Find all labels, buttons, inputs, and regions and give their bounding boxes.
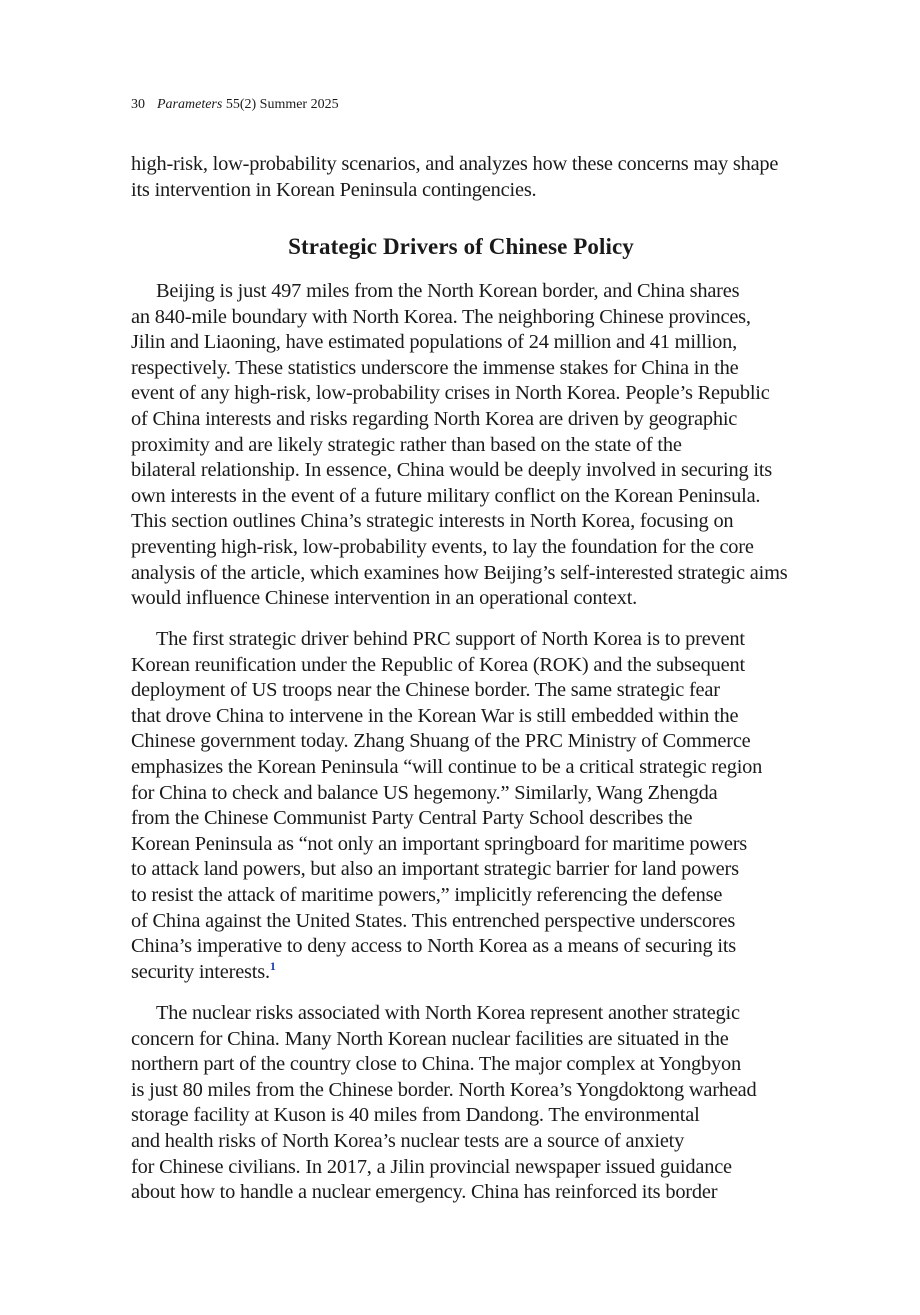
text-line: event of any high-risk, low-probability crises in North Korea. People’s Republic	[131, 382, 770, 405]
text-line: that drove China to intervene in the Korean War is still embedded within the	[131, 704, 739, 727]
text-line-last	[131, 960, 791, 986]
running-head	[131, 96, 339, 114]
text-line: Korean reunification under the Republic of Korea (ROK) and the subsequent	[131, 653, 745, 676]
text-line: storage facility at Kuson is 40 miles from Dandong. The environmental	[131, 1104, 700, 1127]
text-line: of China against the United States. This entrenched perspective underscores	[131, 909, 736, 932]
section-heading: Strategic Drivers of Chinese Policy	[288, 234, 634, 259]
text-line: would influence Chinese intervention in an operational context.	[131, 587, 638, 610]
text-line: high-risk, low-probability scenarios, and analyzes how these concerns may shape	[131, 153, 779, 175]
text-line: to resist the attack of maritime powers,” implicitly referencing the defense	[131, 883, 723, 906]
text-line: about how to handle a nuclear emergency. China has reinforced its border	[131, 1181, 718, 1204]
text-line: and health risks of North Korea’s nuclear tests are a source of anxiety	[131, 1129, 685, 1152]
text-line: for Chinese civilians. In 2017, a Jilin provincial newspaper issued guidance	[131, 1155, 732, 1178]
text-line: emphasizes the Korean Peninsula “will continue to be a critical strategic region	[131, 755, 763, 778]
text-line: Korean Peninsula as “not only an important springboard for maritime powers	[131, 832, 748, 855]
text-line: to attack land powers, but also an important strategic barrier for land powers	[131, 858, 739, 881]
text-line: China’s imperative to deny access to North Korea as a means of securing its	[131, 935, 737, 958]
paragraph-2	[131, 627, 791, 985]
text-line: Chinese government today. Zhang Shuang of the PRC Ministry of Commerce	[131, 730, 751, 753]
text-line: from the Chinese Communist Party Central Party School describes the	[131, 807, 693, 830]
text-line: an 840-mile boundary with North Korea. The neighboring Chinese provinces,	[131, 305, 751, 328]
text-line: deployment of US troops near the Chinese border. The same strategic fear	[131, 679, 720, 702]
text-line: is just 80 miles from the Chinese border. North Korea’s Yongdoktong warhead	[131, 1078, 757, 1101]
text-line: security interests.	[131, 960, 270, 983]
text-line: The nuclear risks associated with North Korea represent another strategic	[156, 1002, 740, 1024]
text-line: concern for China. Many North Korean nuclear facilities are situated in the	[131, 1027, 729, 1050]
text-line: bilateral relationship. In essence, China would be deeply involved in securing its	[131, 459, 773, 482]
text-line: proximity and are likely strategic rather than based on the state of the	[131, 433, 682, 456]
text-line: for China to check and balance US hegemony.” Similarly, Wang Zhengda	[131, 781, 718, 804]
text-line: Jilin and Liaoning, have estimated populations of 24 million and 41 million,	[131, 331, 738, 354]
paragraph-1	[131, 279, 791, 612]
text-line: preventing high-risk, low-probability events, to lay the foundation for the core	[131, 535, 754, 558]
text-line: own interests in the event of a future military conflict on the Korean Peninsula.	[131, 484, 761, 507]
journal-issue: 55(2) Summer 2025	[225, 97, 339, 112]
text-line: northern part of the country close to China. The major complex at Yongbyon	[131, 1053, 742, 1076]
page-number: 30	[131, 97, 145, 112]
text-line: Beijing is just 497 miles from the North Korean border, and China shares	[156, 280, 740, 302]
footnote-reference-link[interactable]: 1	[269, 958, 276, 973]
text-line: The first strategic driver behind PRC support of North Korea is to prevent	[156, 628, 745, 650]
text-line: of China interests and risks regarding North Korea are driven by geographic	[131, 407, 738, 430]
text-line: its intervention in Korean Peninsula contingencies.	[131, 178, 537, 201]
continuation-text	[131, 152, 791, 203]
text-line: analysis of the article, which examines how Beijing’s self-interested strategic aims	[131, 561, 788, 584]
text-line: This section outlines China’s strategic interests in North Korea, focusing on	[131, 510, 734, 533]
paragraph-3	[131, 1001, 791, 1206]
text-line: respectively. These statistics underscore the immense stakes for China in the	[131, 356, 739, 379]
journal-title: Parameters	[157, 97, 223, 112]
